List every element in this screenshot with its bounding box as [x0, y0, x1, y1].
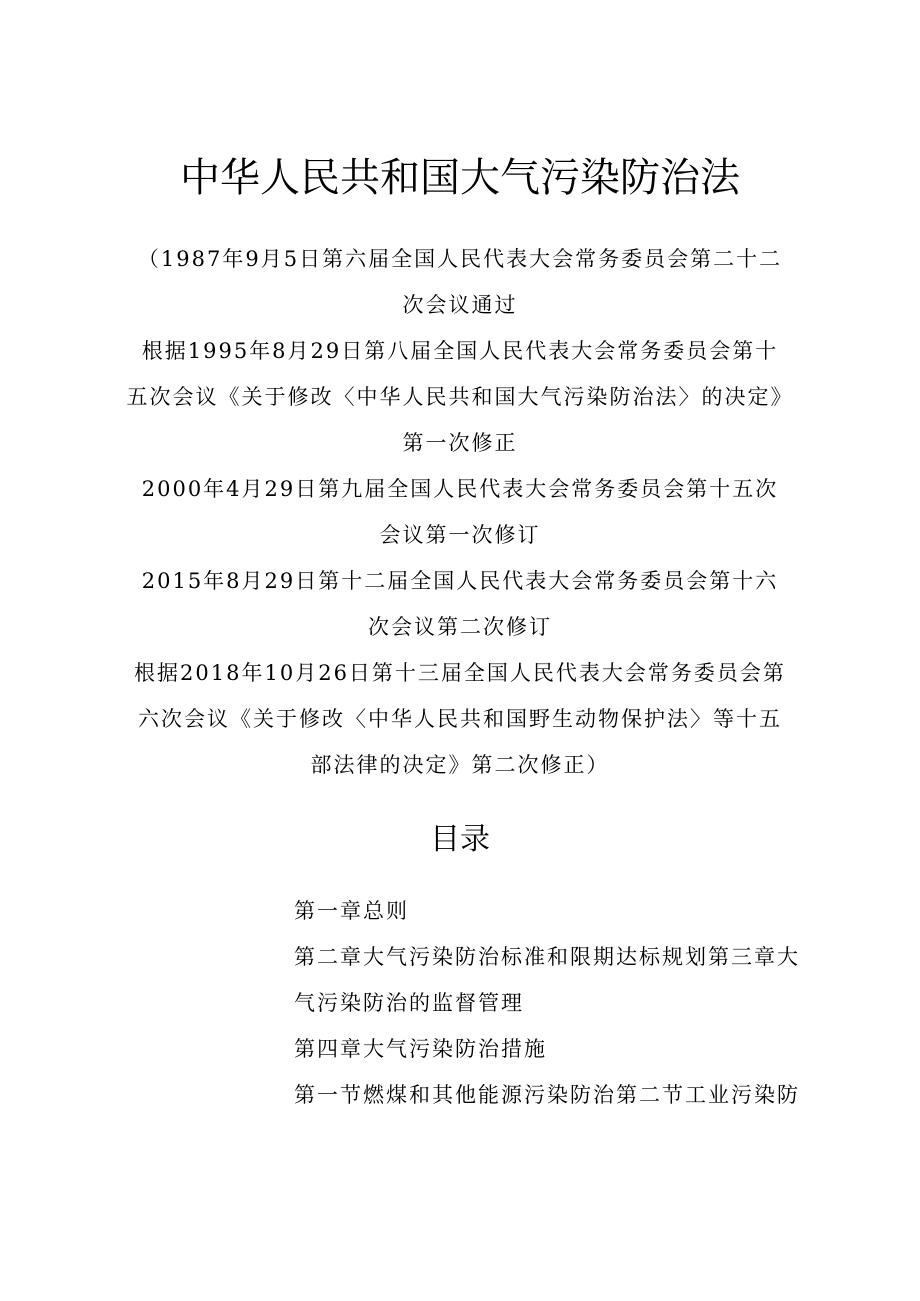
- history-line: 2015年8月29日第十二届全国人民代表大会常务委员会第十六: [141, 569, 779, 593]
- table-of-contents: [294, 888, 814, 1118]
- history-line: 根据1995年8月29日第八届全国人民代表大会常务委员会第十: [141, 339, 779, 363]
- toc-heading: 目录: [430, 822, 490, 857]
- toc-entry: 第一章总则: [294, 899, 409, 923]
- history-line: 根据2018年10月26日第十三届全国人民代表大会常务委员会第: [134, 661, 786, 685]
- document-title: 中华人民共和国大气污染防治法: [180, 155, 740, 201]
- history-line: 部法律的决定》第二次修正）: [310, 753, 610, 777]
- toc-entry: 第一节燃煤和其他能源污染防治第二节工业污染防: [294, 1083, 800, 1107]
- history-line: 第一次修正: [402, 431, 518, 455]
- history-line: 次会议通过: [402, 293, 518, 317]
- history-line: 次会议第二次修订: [368, 615, 552, 639]
- history-line: 2000年4月29日第九届全国人民代表大会常务委员会第十五次: [141, 477, 779, 501]
- history-line: 会议第一次修订: [379, 523, 541, 547]
- legislative-history: [120, 236, 800, 788]
- history-line: 五次会议《关于修改〈中华人民共和国大气污染防治法〉的决定》: [126, 385, 794, 409]
- toc-entry: 第二章大气污染防治标准和限期达标规划第三章大: [294, 945, 800, 969]
- toc-entry: 第四章大气污染防治措施: [294, 1037, 547, 1061]
- history-line: （1987年9月5日第六届全国人民代表大会常务委员会第二十二: [137, 247, 783, 271]
- history-line: 六次会议《关于修改〈中华人民共和国野生动物保护法〉等十五: [138, 707, 782, 731]
- toc-entry: 气污染防治的监督管理: [294, 991, 524, 1015]
